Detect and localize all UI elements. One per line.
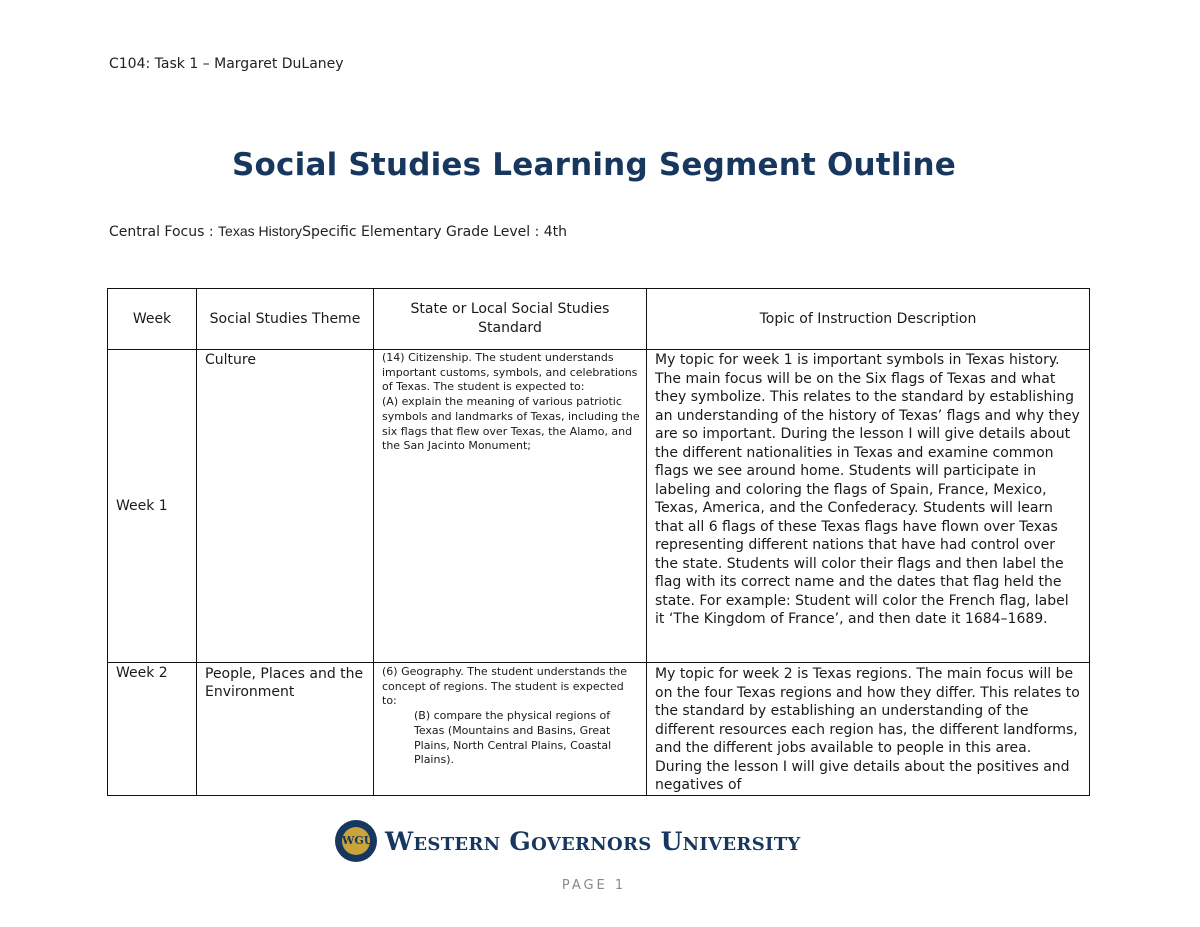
header-topic: Topic of Instruction Description [647, 289, 1090, 350]
standard-text: (B) compare the physical regions of Texas (Mountains and Basins, Great Plains, North Central Plains, Coastal Plains). [414, 709, 612, 767]
standard-cell [374, 350, 647, 663]
wgu-logo [335, 818, 801, 864]
theme-cell [197, 663, 374, 796]
learning-segment-table [107, 288, 1090, 796]
standard-cell [374, 663, 647, 796]
theme-text: Culture [205, 352, 256, 368]
week-text: Week 2 [116, 665, 168, 681]
focus-line [109, 223, 567, 240]
university-seal-icon [335, 820, 377, 862]
grade-level-label: Specific Elementary Grade Level : [302, 224, 544, 240]
standard-text: (6) Geography. The student understands the concept of regions. The student is expected to: [382, 665, 627, 708]
table-row [108, 350, 1090, 663]
central-focus-value: Texas History [218, 223, 303, 239]
page-number: PAGE 1 [561, 878, 627, 893]
header-theme: Social Studies Theme [197, 289, 374, 350]
standard-text: (14) Citizenship. The student understands important customs, symbols, and celebrations of Texas. The student is expected to: [382, 351, 638, 394]
table-row [108, 663, 1090, 796]
week-cell [108, 663, 197, 796]
seal-monogram: WGU [342, 827, 370, 855]
logo-wordmark: Western Governors University [385, 826, 801, 856]
header-week: Week [108, 289, 197, 350]
theme-cell [197, 350, 374, 663]
standard-text: (A) explain the meaning of various patriotic symbols and landmarks of Texas, including the six flags that flew over Texas, the Alamo, and the San Jacinto Monument; [382, 395, 640, 453]
week-cell: Week 1 [108, 350, 197, 663]
topic-text: My topic for week 2 is Texas regions. The main focus will be on the four Texas regions and how they differ. This relates to the standard by establishing an understanding of the different resources each region has, the different landforms, and the different jobs available to people in this area. During the lesson I will give details about the positives and negatives of [655, 666, 1080, 793]
central-focus-label: Central Focus : [109, 224, 219, 240]
document-header: C104: Task 1 – Margaret DuLaney [109, 56, 344, 72]
table-header-row [108, 289, 1090, 350]
topic-cell [647, 350, 1090, 663]
theme-text: People, Places and the Environment [205, 666, 364, 700]
page-title: Social Studies Learning Segment Outline [232, 147, 956, 183]
topic-text: My topic for week 1 is important symbols in Texas history. The main focus will be on the Six flags of Texas and what they symbolize. This relates to the standard by establishing an understanding of the history of Texas’ flags and why they are so important. During the lesson I will give details about the different nationalities in Texas and examine common flags we see around home. Students will participate in labeling and coloring the flags of Spain, France, Mexico, Texas, America, and the Confederacy. Students will learn that all 6 flags of these Texas flags have flown over Texas representing different nations that have had control over the state. Students will color their flags and then label the flag with its correct name and the dates that flag held the state. For example: Student will color the French flag, label it ‘The Kingdom of France’, and then date it 1684–1689. [655, 352, 1080, 627]
topic-cell [647, 663, 1090, 796]
grade-level-value: 4th [543, 224, 568, 240]
header-standard: State or Local Social Studies Standard [374, 289, 647, 350]
